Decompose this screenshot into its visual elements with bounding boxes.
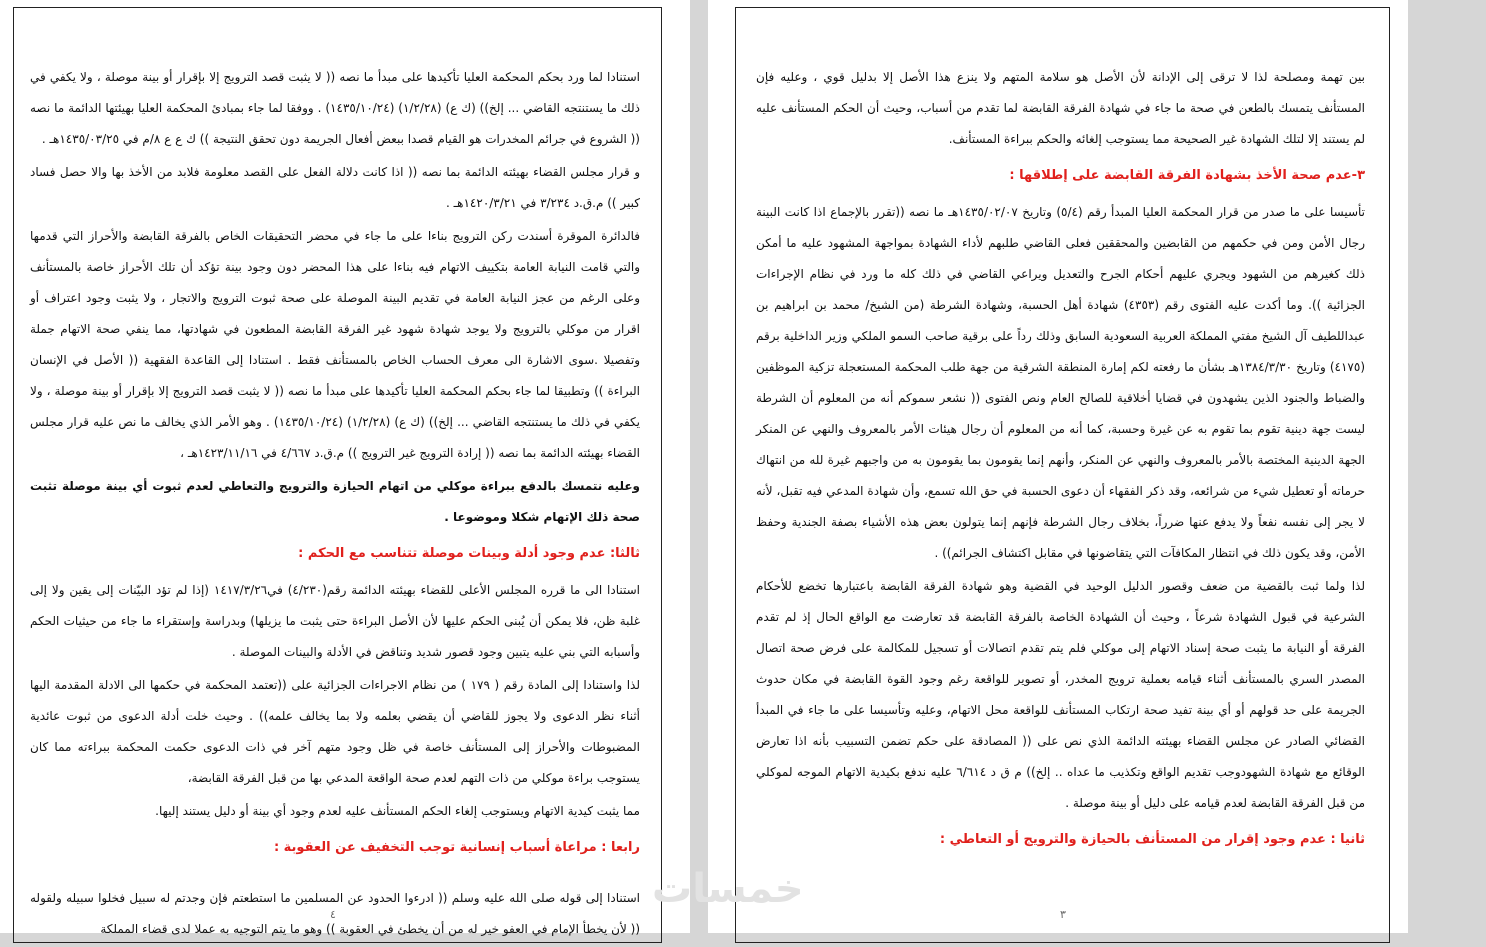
page-number: ٤ bbox=[330, 908, 336, 921]
section-heading: ثانيا : عدم وجود إقرار من المستأنف بالحيازة والترويج أو التعاطي : bbox=[939, 832, 1365, 847]
page-text-right bbox=[756, 62, 1365, 861]
spacer bbox=[30, 869, 640, 883]
page-number: ٣ bbox=[1060, 908, 1066, 921]
paragraph: مما يثبت كيدية الاتهام ويستوجب إلغاء الحكم المستأنف عليه لعدم وجود أي بينة أو دليل يستند إليها. bbox=[155, 804, 640, 818]
workspace-background bbox=[1408, 0, 1486, 933]
document-page-right bbox=[708, 0, 1408, 933]
watermark-logo: خمسات bbox=[652, 866, 804, 912]
paragraph: بين تهمة ومصلحة لذا لا ترقى إلى الإدانة لأن الأصل هو سلامة المتهم ولا ينزع هذا الأصل إلا بدليل قوي ، وعليه فإن المستأنف يتمسك بالطعن في صحة ما جاء في شهادة الفرقة القابضة لما تقدم من أسباب، وحيث أن الحكم المستأنف عليه لم يستند إلا لتلك الشهادة غير الصحيحة مما يستوجب إلغائه والحكم ببراءة المستأنف. bbox=[756, 70, 1365, 146]
paragraph-bold: وعليه نتمسك بالدفع ببراءة موكلي من اتهام الحيازة والترويج والتعاطي لعدم ثبوت أي بينة موصلة تثبت صحة ذلك الإتهام شكلا وموضوعا . bbox=[30, 479, 640, 524]
paragraph: تأسيسا على ما صدر من قرار المحكمة العليا المبدأ رقم (٥/٤) وتاريخ ١٤٣٥/٠٢/٠٧هـ ما نصه ((تقرر بالإجماع اذا كانت البينة رجال الأمن ومن في حكمهم من القابضين والمحققين فعلى القاضي طلبهم لأداء الشهادة بمواجهة المشهود عليه ما أمكن ذلك كغيرهم من الشهود ويجري عليهم أحكام الجرح والتعديل ويراعي القاضي في ذلك كله ما ورد في نظام الإجراءات الجزائية )). وما أكدت عليه الفتوى رقم (٤٣٥٣) شهادة أهل الحسبة، وشهادة الشرطة (من الشيخ/ محمد بن ابراهيم بن عبداللطيف آل الشيخ مفتي المملكة العربية السعودية السابق وذلك رداً على برقية صاحب السمو الملكي وزير الداخلية برقم (٤١٧٥) وتاريخ ١٣٨٤/٣/٣٠هـ بشأن ما رفعته لكم إمارة المنطقة الشرقية من جهة طلب المحكمة المستعجلة تزكية الموظفين والضباط والجنود الذين يشهدون في قضايا أخلاقية للصالح العام ونص الفتوى (( نشعر سموكم أنه من المعلوم أن الشرطة ليست جهة دينية تقوم بما تقوم به عن غيرة وحسبة، كما أنه من المعلوم أن رجال هيئات الأمر بالمعروف والنهي عن المنكر الجهة الدينية المختصة بالأمر بالمعروف والنهي عن المنكر، وأنهم إنما يقومون بما يقومون به من واجبهم غيرة لله من انتهاك حرماته أو تعطيل شيء من شرائعه، وقد ذكر الفقهاء أن دعوى الحسبة في حق الله تسمع، وأن شهادة المدعي فيه تقبل، لأنه لا يجر إلى نفسه نفعاً ولا يدفع عنها ضرراً، بخلاف رجال الشرطة فإنهم إنما يتولون بعض هذه الأشياء بصفة الجندية وحفظ الأمن، وقد يكون ذلك في انتظار المكافآت التي يتقاضونها في مقابل اكتشاف الجرائم)) . bbox=[756, 205, 1366, 560]
paragraph: و قرار مجلس القضاء بهيئته الدائمة بما نصه (( اذا كانت دلالة الفعل على القصد معلومة فلابد من الأخذ بها والا حصل فساد كبير )) م.ق.د ٣/٢٣٤ في ١٤٢٠/٣/٢١هـ . bbox=[30, 165, 640, 210]
paragraph: فالدائرة الموقرة أسندت ركن الترويج بناءا على ما جاء في محضر التحقيقات الخاص بالفرقة القابضة والأحراز التي قدمها والتي قامت النيابة العامة بتكييف الاتهام فيه بناءا على هذا المحضر دون وجود بينة تؤكد أن تلك الأحراز خاصة بالمستأنف وعلى الرغم من عجز النيابة العامة في تقديم البينة الموصلة على صحة ثبوت الترويج والاتجار ، ولا يثبت وجود اعتراف أو اقرار من موكلي بالترويج ولا يوجد شهادة شهود غير الفرقة القابضة المطعون في شهادتها، مما ينفي صحة الاتهام جملة وتفصيلا .سوى الاشارة الى معرف الحساب الخاص بالمستأنف فقط . استنادا إلى القاعدة الفقهية (( الأصل في الإنسان البراءة )) وتطبيقا لما جاء بحكم المحكمة العليا تأكيدها على مبدأ ما نصه (( لا يثبت قصد الترويج إلا بإقرار أو بينة موصلة ، ولا يكفي في ذلك ما يستنتجه القاضي ... إلخ)) (ك ع) (١/٢/٢٨) (١٤٣٥/١٠/٢٤) . وهو الأمر الذي يخالف ما نص عليه قرار مجلس القضاء بهيئته الدائمة بما نصه (( إرادة الترويج غير الترويج )) م.ق.د ٤/٦٦٧ في ١٤٢٣/١١/١٦هـ ، bbox=[30, 229, 640, 460]
section-heading: ثالثا: عدم وجود أدلة وبينات موصلة تتناسب مع الحكم : bbox=[298, 546, 640, 561]
page-text-left bbox=[30, 62, 640, 947]
paragraph: لذا ولما ثبت بالقضية من ضعف وقصور الدليل الوحيد في القضية وهو شهادة الفرقة القابضة باعتبارها تخضع للأحكام الشرعية في قبول الشهادة شرعاً ، وحيث أن الشهادة الخاصة بالفرقة القابضة قد تعارضت مع الواقع الحال إذ لم تقدم الفرقة أو النيابة ما يثبت صحة إسناد الاتهام إلى موكلي فلم يتم تقدم اتصالات أو تسجيل للمكالمة على فرض صحة اتصال المصدر السري بالمستأنف أثناء قيامه بعملية ترويج المخدر، أو تصوير للواقعة رغم وجود القوة القابضة في مكان حدوث الجريمة على حد قولهم أو أي بينة تفيد صحة ارتكاب المستأنف للواقعة محل الاتهام، وعليه وتأسيسا على ما جاء في المبدأ القضائي الصادر عن مجلس القضاء بهيئته الدائمة الذي نص على (( المصادقة على حكم تضمن التسبيب بأنه اذا تعارض الوقائع مع شهادة الشهودوجب تقديم الواقع وتكذيب ما عداه .. إلخ)) م ق د ٦/٦١٤ عليه ندفع بكيدية الاتهام الموجه لموكلي من قبل الفرقة القابضة لعدم قيامه على دليل أو بينة موصلة . bbox=[756, 579, 1365, 810]
paragraph: لذا واستنادا إلى المادة رقم ( ١٧٩ ) من نظام الاجراءات الجزائية على ((تعتمد المحكمة في حكمها الى الادلة المقدمة اليها أثناء نظر الدعوى ولا يجوز للقاضي أن يقضي بعلمه ولا بما يخالف علمه)) . وحيث خلت أدلة الدعوى من ثبوت عائدية المضبوطات والأحراز إلى المستأنف خاصة في ظل وجود متهم آخر في ذات الدعوى حكمت المحكمة ببراءته مما كان يستوجب براءة موكلي من ذات التهم لعدم صحة الواقعة المدعي بها من قبل الفرقة القابضة، bbox=[30, 678, 641, 785]
section-heading: رابعا : مراعاة أسباب إنسانية توجب التخفيف عن العقوبة : bbox=[273, 840, 640, 855]
document-page-left bbox=[0, 0, 690, 936]
paragraph: استنادا لما ورد بحكم المحكمة العليا تأكيدها على مبدأ ما نصه (( لا يثبت قصد الترويج إلا بإقرار أو بينة موصلة ، ولا يكفي في ذلك ما يستنتجه القاضي ... إلخ)) (ك ع) (١/٢/٢٨) (١٤٣٥/١٠/٢٤) . ووفقا لما جاء بمبادئ المحكمة العليا بهيئتها الدائمة ما نصه (( الشروع في جرائم المخدرات هو القيام قصدا ببعض أفعال الجريمة دون تحقق النتيجة )) ك ع ع ٨/م في ١٤٣٥/٠٣/٢٥هـ . bbox=[30, 70, 640, 146]
paragraph: استنادا الى ما قرره المجلس الأعلى للقضاء بهيئته الدائمة رقم(٤/٢٣٠) في١٤١٧/٣/٢٦ (إذا لم تؤد البيّنات إلى يقين ولا إلى غلبة ظن، فلا يمكن أن يُبنى الحكم عليها لأن الأصل البراءة حتى يثبت ما يزيلها) وبدراسة وإستقراء ما جاء من حيثيات الحكم وأسبابه التي بني عليه يتبين وجود قصور شديد وتناقض في الأدلة والبينات الموصلة . bbox=[30, 583, 640, 659]
section-heading: ٣-عدم صحة الأخذ بشهادة الفرقة القابضة على إطلاقها : bbox=[1009, 168, 1365, 183]
paragraph: استنادا إلى قوله صلى الله عليه وسلم (( ادرءوا الحدود عن المسلمين ما استطعتم فإن وجدتم له سبيل فخلوا سبيله ولقوله (( لأن يخطأ الإمام في العفو خير له من أن يخطئ في العقوبة )) وهو ما يتم التوجيه به عملا لدى قضاء المملكة bbox=[30, 891, 640, 936]
